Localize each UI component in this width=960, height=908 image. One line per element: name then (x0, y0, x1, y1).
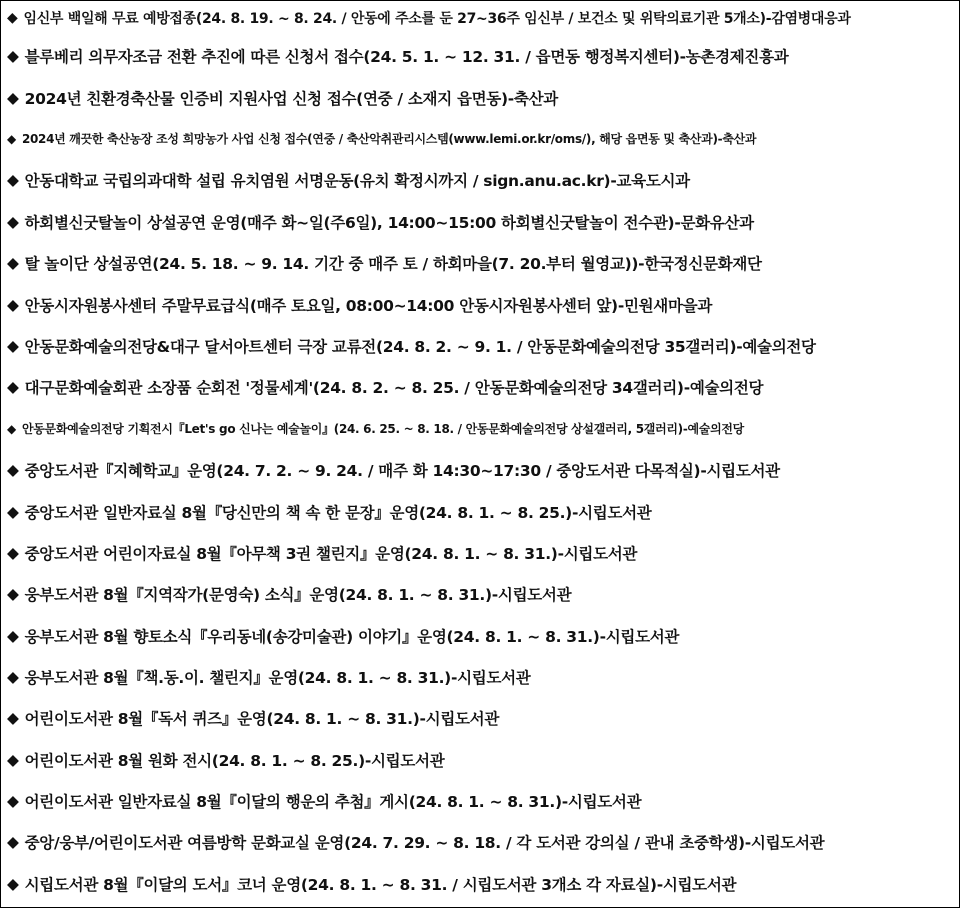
notice-text: 어린이도서관 일반자료실 8월『이달의 행운의 추첨』게시(24. 8. 1. ~ 8. 31.)-시립도서관 (24, 792, 642, 811)
notice-text: 임신부 백일해 무료 예방접종(24. 8. 19. ~ 8. 24. / 안동에 주소를 둔 27~36주 임신부 / 보건소 및 위탁의료기관 5개소)-감염병대응과 (23, 11, 851, 27)
diamond-bullet-icon: ◆ (7, 295, 19, 314)
notice-text: 안동문화예술의전당&대구 달서아트센터 극장 교류전(24. 8. 2. ~ 9. 1. / 안동문화예술의전당 35갤러리)-예술의전당 (24, 337, 816, 356)
notice-item (1, 863, 959, 904)
notice-item (1, 159, 959, 201)
notice-item (1, 201, 959, 242)
diamond-bullet-icon: ◆ (7, 10, 18, 26)
diamond-bullet-icon: ◆ (7, 833, 19, 851)
notice-text: 웅부도서관 8월『지역작가(문영숙) 소식』운영(24. 8. 1. ~ 8. 31.)-시립도서관 (24, 586, 572, 604)
diamond-bullet-icon: ◆ (7, 171, 19, 189)
notice-item (1, 1, 959, 35)
diamond-bullet-icon: ◆ (7, 750, 19, 769)
notice-item (1, 739, 959, 780)
notice-item (1, 532, 959, 573)
notice-item (1, 77, 959, 118)
notice-text: 중앙도서관『지혜학교』운영(24. 7. 2. ~ 9. 24. / 매주 화 14:30~17:30 / 중앙도서관 다목적실)-시립도서관 (24, 462, 780, 480)
diamond-bullet-icon: ◆ (7, 47, 19, 65)
notice-item (1, 325, 959, 366)
notice-item (1, 573, 959, 615)
notice-item (1, 366, 959, 408)
diamond-bullet-icon: ◆ (7, 585, 19, 603)
notice-item (1, 697, 959, 739)
notice-item (1, 284, 959, 325)
notice-text: 하회별신굿탈놀이 상설공연 운영(매주 화~일(주6일), 14:00~15:00 하회별신굿탈놀이 전수관)-문화유산과 (24, 213, 754, 232)
diamond-bullet-icon: ◆ (7, 791, 19, 810)
notice-item (1, 35, 959, 77)
diamond-bullet-icon: ◆ (7, 88, 19, 107)
notice-text: 2024년 깨끗한 축산농장 조성 희망농가 사업 신청 접수(연중 / 축산악취관리시스템(www.lemi.or.kr/oms/), 해당 읍면동 및 축산과)-축산과 (21, 132, 757, 146)
diamond-bullet-icon: ◆ (7, 626, 19, 645)
notice-text: 중앙/웅부/어린이도서관 여름방학 문화교실 운영(24. 7. 29. ~ 8. 18. / 각 도서관 강의실 / 관내 초중학생)-시립도서관 (24, 834, 825, 852)
notice-item (1, 408, 959, 449)
notice-list (1, 1, 959, 904)
notice-text: 대구문화예술회관 소장품 순회전 '정물세계'(24. 8. 2. ~ 8. 25. / 안동문화예술의전당 34갤러리)-예술의전당 (24, 379, 764, 397)
diamond-bullet-icon: ◆ (7, 254, 19, 272)
diamond-bullet-icon: ◆ (7, 709, 19, 727)
diamond-bullet-icon: ◆ (7, 461, 19, 479)
diamond-bullet-icon: ◆ (7, 212, 19, 231)
notice-item (1, 118, 959, 159)
notice-item (1, 656, 959, 697)
notice-text: 중앙도서관 일반자료실 8월『당신만의 책 속 한 문장』운영(24. 8. 1. ~ 8. 25.)-시립도서관 (24, 503, 652, 522)
diamond-bullet-icon: ◆ (7, 336, 19, 355)
notice-text: 웅부도서관 8월 향토소식『우리동네(송강미술관) 이야기』운영(24. 8. 1. ~ 8. 31.)-시립도서관 (24, 627, 680, 646)
notice-item (1, 491, 959, 532)
diamond-bullet-icon: ◆ (7, 131, 16, 146)
diamond-bullet-icon: ◆ (7, 378, 19, 396)
diamond-bullet-icon: ◆ (7, 667, 19, 686)
notice-text: 안동문화예술의전당 기획전시『Let's go 신나는 예술놀이』(24. 6. 25. ~ 8. 18. / 안동문화예술의전당 상설갤러리, 5갤러리)-예술의전당 (21, 422, 744, 436)
notice-item (1, 242, 959, 284)
notice-text: 웅부도서관 8월『책.동.이. 챌린지』운영(24. 8. 1. ~ 8. 31.)-시립도서관 (24, 668, 531, 687)
diamond-bullet-icon: ◆ (7, 874, 19, 893)
notice-item (1, 780, 959, 821)
notice-item (1, 821, 959, 863)
notice-text: 2024년 친환경축산물 인증비 지원사업 신청 접수(연중 / 소재지 읍면동)-축산과 (24, 89, 558, 108)
notice-text: 블루베리 의무자조금 전환 추진에 따른 신청서 접수(24. 5. 1. ~ 12. 31. / 읍면동 행정복지센터)-농촌경제진흥과 (24, 48, 789, 66)
notice-text: 안동시자원봉사센터 주말무료급식(매주 토요일, 08:00~14:00 안동시자원봉사센터 앞)-민원새마을과 (24, 296, 712, 315)
notice-text: 탈 놀이단 상설공연(24. 5. 18. ~ 9. 14. 기간 중 매주 토 / 하회마을(7. 20.부터 월영교))-한국정신문화재단 (24, 255, 762, 273)
notice-text: 어린이도서관 8월『독서 퀴즈』운영(24. 8. 1. ~ 8. 31.)-시립도서관 (24, 710, 500, 728)
notice-item (1, 615, 959, 656)
diamond-bullet-icon: ◆ (7, 502, 19, 521)
notice-text: 시립도서관 8월『이달의 도서』코너 운영(24. 8. 1. ~ 8. 31. / 시립도서관 3개소 각 자료실)-시립도서관 (24, 875, 737, 894)
notice-text: 안동대학교 국립의과대학 설립 유치염원 서명운동(유치 확정시까지 / sign.anu.ac.kr)-교육도시과 (24, 172, 690, 190)
diamond-bullet-icon: ◆ (7, 421, 16, 436)
notice-text: 중앙도서관 어린이자료실 8월『아무책 3권 챌린지』운영(24. 8. 1. ~ 8. 31.)-시립도서관 (24, 544, 638, 563)
notice-item (1, 449, 959, 491)
notice-text: 어린이도서관 8월 원화 전시(24. 8. 1. ~ 8. 25.)-시립도서관 (24, 751, 445, 770)
diamond-bullet-icon: ◆ (7, 543, 19, 562)
